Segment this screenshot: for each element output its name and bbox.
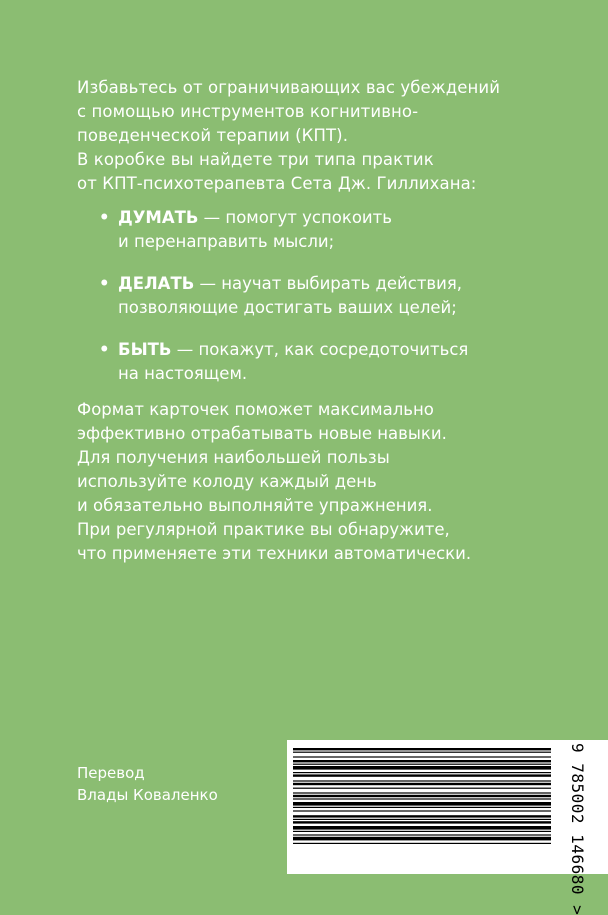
intro-line: Избавьтесь от ограничивающих вас убеждений bbox=[77, 78, 501, 97]
bullet-icon: • bbox=[99, 274, 110, 293]
barcode-bar bbox=[293, 831, 551, 832]
practice-desc: — помогут успокоить bbox=[198, 208, 392, 227]
barcode-bar bbox=[293, 837, 551, 841]
outro-line: Формат карточек поможет максимально bbox=[77, 400, 434, 419]
credit-label: Перевод bbox=[77, 764, 145, 782]
barcode-bar bbox=[293, 834, 551, 835]
barcode-bar bbox=[293, 798, 551, 799]
practice-desc: на настоящем. bbox=[118, 364, 248, 383]
bullet-icon: • bbox=[99, 208, 110, 227]
barcode-digits: 9 785002 146680 > bbox=[568, 743, 587, 915]
practice-desc: позволяющие достигать ваших целей; bbox=[118, 298, 457, 317]
list-item bbox=[99, 272, 559, 320]
barcode-bar bbox=[293, 764, 551, 765]
outro-line: используйте колоду каждый день bbox=[77, 472, 377, 491]
barcode-bar bbox=[293, 795, 551, 797]
intro-paragraph bbox=[77, 76, 547, 196]
isbn-barcode bbox=[287, 740, 608, 915]
translator-credit bbox=[77, 762, 277, 806]
barcode-bar bbox=[293, 788, 551, 789]
practice-term: БЫТЬ bbox=[118, 340, 172, 359]
practice-desc: — покажут, как сосредоточиться bbox=[171, 340, 469, 359]
practice-desc: и перенаправить мысли; bbox=[118, 232, 335, 251]
outro-line: При регулярной практике вы обнаружите, bbox=[77, 520, 450, 539]
barcode-bar bbox=[293, 760, 551, 762]
barcode-bar bbox=[293, 766, 551, 770]
barcode-bar bbox=[293, 807, 551, 808]
barcode-bar bbox=[293, 783, 551, 785]
barcode-bar bbox=[293, 815, 551, 817]
barcode-bar bbox=[293, 792, 551, 793]
practice-term: ДУМАТЬ bbox=[118, 208, 199, 227]
barcode-bar bbox=[293, 826, 551, 830]
intro-line: В коробке вы найдете три типа практик bbox=[77, 150, 434, 169]
outro-line: Для получения наибольшей пользы bbox=[77, 448, 390, 467]
barcode-bar bbox=[293, 772, 551, 773]
outro-paragraph bbox=[77, 398, 557, 566]
barcode-bars bbox=[293, 748, 553, 868]
bullet-icon: • bbox=[99, 340, 110, 359]
barcode-bar bbox=[293, 774, 551, 776]
practice-term: ДЕЛАТЬ bbox=[118, 274, 195, 293]
practice-desc: — научат выбирать действия, bbox=[194, 274, 463, 293]
intro-line: от КПТ-психотерапевта Сета Дж. Гиллихана: bbox=[77, 174, 477, 193]
barcode-bar bbox=[293, 821, 551, 823]
list-item bbox=[99, 206, 559, 254]
barcode-bar bbox=[293, 756, 551, 757]
outro-line: эффективно отрабатывать новые навыки. bbox=[77, 424, 447, 443]
outro-line: что применяете эти техники автоматически. bbox=[77, 544, 472, 563]
barcode-bar bbox=[293, 802, 551, 806]
translator-name: Влады Коваленко bbox=[77, 786, 218, 804]
barcode-bar bbox=[293, 819, 551, 820]
outro-line: и обязательно выполняйте упражнения. bbox=[77, 496, 433, 515]
list-item bbox=[99, 338, 559, 386]
barcode-bar bbox=[293, 748, 551, 750]
barcode-bar bbox=[293, 780, 551, 781]
barcode-bar bbox=[293, 810, 551, 811]
intro-line: с помощью инструментов когнитивно- bbox=[77, 102, 419, 121]
intro-line: поведенческой терапии (КПТ). bbox=[77, 126, 349, 145]
practice-list bbox=[99, 206, 559, 404]
barcode-bar bbox=[293, 843, 551, 844]
barcode-bar bbox=[293, 752, 551, 753]
